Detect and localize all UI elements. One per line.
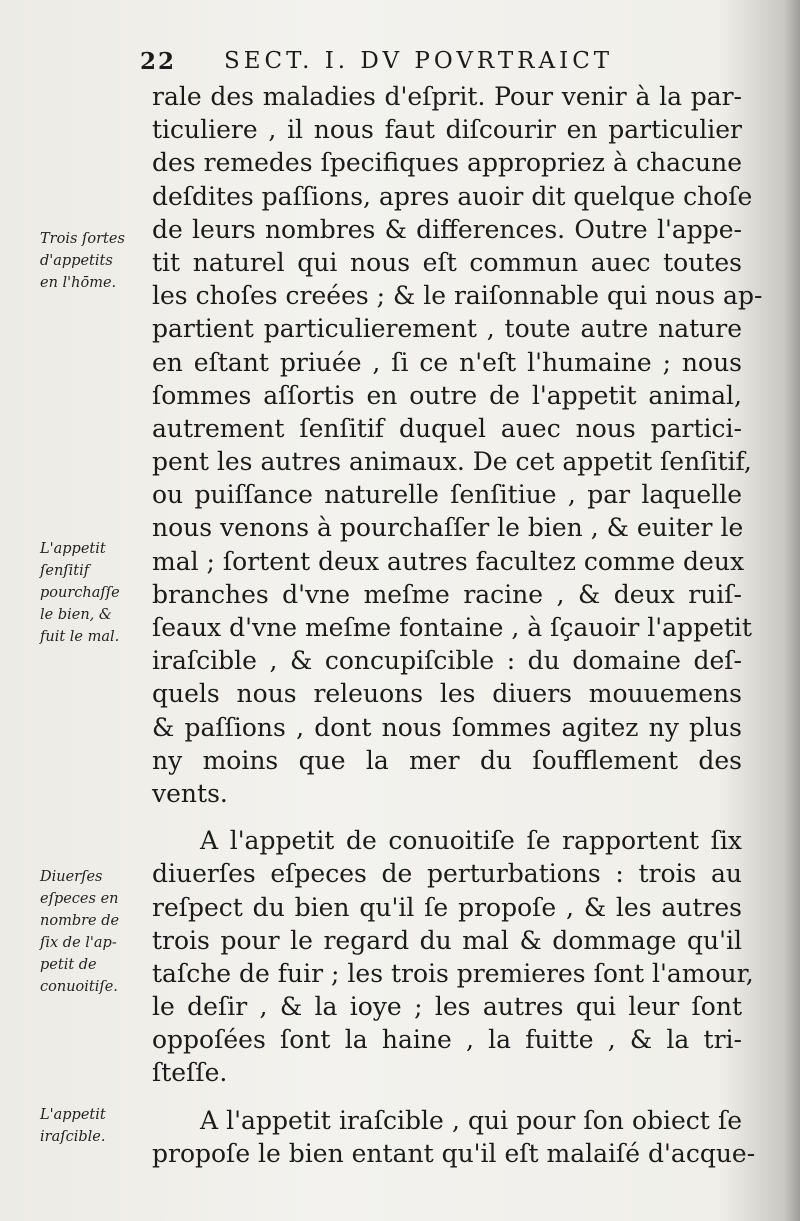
text-line: des remedes ſpecifiques appropriez à chacune <box>152 148 742 178</box>
margin-note-line: pourchaſſe <box>40 585 120 601</box>
text-line: en eſtant priuée , ſi ce n'eſt l'humaine ; nous <box>152 347 742 377</box>
text-line: ou puiſſance naturelle ſenſitiue , par laquelle <box>152 480 742 510</box>
margin-note-line: ſix de l'ap- <box>40 935 117 951</box>
margin-note-line: eſpeces en <box>40 891 119 907</box>
page-header <box>140 44 740 84</box>
text-line: mal ; ſortent deux autres facultez comme deux <box>152 546 745 576</box>
text-line: taſche de fuir ; les trois premieres ſont l'amour, <box>152 958 754 988</box>
text-line: autrement ſenſitif duquel auec nous partici- <box>152 413 742 443</box>
margin-note-line: d'appetits <box>40 253 113 269</box>
margin-note-line: Trois ſortes <box>40 231 125 247</box>
text-line: nous venons à pourchaſſer le bien , & euiter le <box>152 513 744 543</box>
text-line: tit naturel qui nous eſt commun auec toutes <box>152 247 742 277</box>
text-line: A l'appetit de conuoitiſe ſe rapportent ſix <box>200 826 742 856</box>
text-line: les choſes creées ; & le raiſonnable qui nous ap- <box>152 281 763 311</box>
main-text <box>152 80 763 1170</box>
margin-note-line: ſenſitif <box>40 563 90 579</box>
margin-note-line: iraſcible. <box>40 1129 106 1145</box>
text-line: ticuliere , il nous faut diſcourir en particulier <box>152 115 742 145</box>
text-line: ſommes aſſortis en outre de l'appetit animal, <box>152 380 742 410</box>
text-line: & paſſions , dont nous ſommes agitez ny plus <box>152 712 742 742</box>
text-line: trois pour le regard du mal & dommage qu'il <box>152 925 742 955</box>
text-line: propoſe le bien entant qu'il eſt malaiſé d'acque- <box>152 1138 756 1168</box>
text-line: iraſcible , & concupiſcible : du domaine deſ- <box>152 646 742 676</box>
margin-note-line: fuit le mal. <box>40 629 120 645</box>
margin-note-concupiscible <box>40 866 158 998</box>
margin-note-line: petit de <box>40 957 97 973</box>
text-line: deſdites paſſions, apres auoir dit quelque choſe <box>152 181 753 211</box>
page-number: 22 <box>140 48 177 75</box>
margin-note-appetites <box>40 228 158 294</box>
margin-note-sensitive-appetite <box>40 538 158 648</box>
text-line: de leurs nombres & differences. Outre l'appe- <box>152 214 742 244</box>
text-line: ſeaux d'vne meſme fontaine , à ſçauoir l'appetit <box>152 613 752 642</box>
text-line: reſpect du bien qu'il ſe propoſe , & les autres <box>152 892 742 922</box>
text-line: branches d'vne meſme racine , & deux ruiſ- <box>152 579 742 609</box>
paragraph-3 <box>152 1104 756 1170</box>
text-line: pent les autres animaux. De cet appetit ſenſitif, <box>152 447 752 477</box>
margin-note-line: le bien, & <box>40 607 112 623</box>
running-head: SECT. I. DV POVRTRAICT <box>224 48 614 74</box>
margin-note-line: L'appetit <box>40 1107 106 1123</box>
text-line: rale des maladies d'eſprit. Pour venir à la par- <box>152 82 742 111</box>
paragraph-1 <box>152 80 763 810</box>
text-line: ſteſſe. <box>152 1058 228 1088</box>
text-line: quels nous releuons les diuers mouuemens <box>152 679 742 709</box>
margin-note-line: L'appetit <box>40 541 106 557</box>
text-line: diuerſes eſpeces de perturbations : trois au <box>152 859 742 889</box>
paragraph-2 <box>152 824 754 1090</box>
margin-note-irascible <box>40 1104 158 1148</box>
margin-note-line: conuoitiſe. <box>40 979 118 995</box>
text-line: ny moins que la mer du ſoufflement des <box>152 745 742 775</box>
margin-note-line: nombre de <box>40 913 120 929</box>
text-line: le deſir , & la ioye ; les autres qui leur ſont <box>152 992 742 1022</box>
margin-note-line: en l'hōme. <box>40 275 117 291</box>
text-line: A l'appetit iraſcible , qui pour ſon obiect ſe <box>200 1105 742 1135</box>
text-line: oppoſées ſont la haine , la fuitte , & la tri- <box>152 1025 742 1055</box>
margin-note-line: Diuerſes <box>40 869 103 885</box>
text-line: vents. <box>152 778 228 808</box>
text-line: partient particulierement , toute autre nature <box>152 314 742 344</box>
